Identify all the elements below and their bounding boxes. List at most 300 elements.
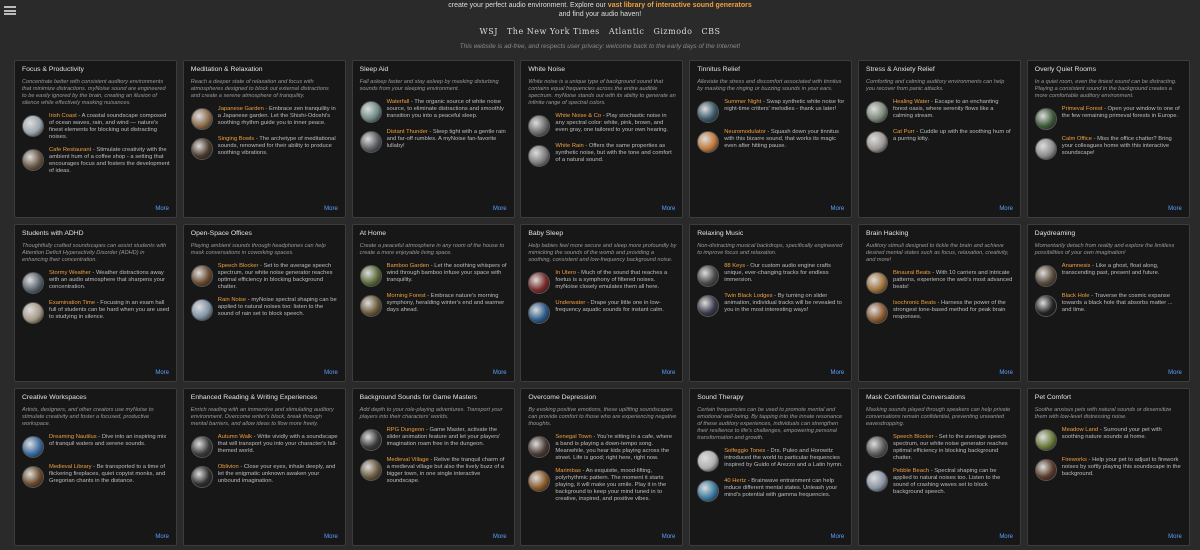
sound-thumbnail[interactable] — [528, 145, 550, 167]
sound-thumbnail[interactable] — [1035, 295, 1057, 317]
sound-entry[interactable] — [1035, 106, 1183, 130]
sound-thumbnail[interactable] — [1035, 265, 1057, 287]
sound-description: Dive into an inspiring mix of tranquil waters and serene sounds. — [49, 434, 167, 447]
category-card — [689, 224, 852, 382]
sound-separator: - — [591, 434, 597, 440]
sound-entry[interactable] — [1035, 427, 1183, 451]
sound-description: Like a ghost, float along, transcending past, present and future. — [1061, 263, 1160, 276]
card-description: Create a peaceful atmosphere in any room of the house to create a more enjoyable living space. — [359, 243, 505, 256]
sound-separator: - — [409, 99, 415, 105]
more-link[interactable]: More — [1168, 370, 1182, 376]
more-link[interactable]: More — [830, 370, 845, 376]
sound-thumbnail[interactable] — [866, 272, 888, 294]
sound-thumbnail[interactable] — [22, 436, 44, 458]
sound-entry[interactable] — [191, 263, 339, 291]
sound-entry-text — [724, 448, 845, 469]
sound-link[interactable]: Bamboo Garden — [386, 263, 430, 269]
sound-separator: - — [580, 468, 586, 474]
press-logo-nyt: The New York Times — [506, 27, 600, 36]
sound-separator: - — [933, 434, 939, 440]
sound-separator: - — [601, 113, 607, 119]
sound-entry[interactable] — [360, 293, 508, 317]
sound-separator: - — [929, 99, 935, 105]
sound-thumbnail[interactable] — [22, 272, 44, 294]
sound-separator: - — [90, 270, 96, 276]
sound-entry-text — [893, 468, 1014, 496]
sound-link[interactable]: Cafe Restaurant — [49, 147, 92, 153]
sound-separator: - — [428, 457, 434, 463]
sound-entry[interactable] — [22, 434, 170, 458]
card-title: White Noise — [528, 66, 566, 73]
sound-link[interactable]: Medieval Village — [386, 457, 429, 463]
sound-description: Stimulate creativity with the ambient hum of a coffee shop - a setting that encourages focus and fosters the development of ideas. — [49, 147, 170, 174]
sound-separator: - — [1098, 427, 1104, 433]
sound-thumbnail[interactable] — [697, 131, 719, 153]
sound-link[interactable]: White Rain — [555, 143, 584, 149]
card-title: Focus & Productivity — [22, 66, 84, 73]
sound-entry-text — [724, 99, 845, 113]
sound-separator: - — [746, 478, 752, 484]
sound-link[interactable]: Neuromodulator — [724, 129, 766, 135]
sound-link[interactable]: Black Hole — [1061, 293, 1090, 299]
sound-thumbnail[interactable] — [360, 459, 382, 481]
sound-link[interactable]: Pebble Beach — [892, 468, 930, 474]
sound-thumbnail[interactable] — [191, 265, 213, 287]
press-logo-wsj: WSJ — [479, 27, 498, 36]
sound-separator: - — [930, 270, 936, 276]
sound-thumbnail[interactable] — [528, 302, 550, 324]
sound-description: Sleep tight with a gentle rain and far-off rumbles. A myNoise fan-favorite lullaby! — [386, 129, 506, 149]
sound-description: Brainwave entrainment can help induce different mental states. Unleash your mind's potential with gamma frequencies. — [724, 478, 838, 498]
sound-entry[interactable] — [191, 464, 339, 488]
sound-entry[interactable] — [866, 300, 1014, 324]
sound-link[interactable]: Marimbas — [555, 468, 581, 474]
sound-entry-text — [387, 293, 508, 314]
header — [0, 0, 1200, 50]
sound-entry[interactable] — [528, 434, 676, 462]
sound-separator: - — [765, 129, 771, 135]
sound-link[interactable]: Underwater — [555, 300, 586, 306]
sound-thumbnail[interactable] — [866, 302, 888, 324]
sound-entry[interactable] — [866, 99, 1014, 123]
sound-link[interactable]: Calm Office — [1061, 136, 1092, 142]
sound-description: Set to the average speech spectrum, our white noise generator reaches optimal efficiency in blocking background chatter. — [217, 263, 333, 290]
sound-link[interactable]: Morning Forest — [386, 293, 426, 299]
card-description: White noise is a unique type of background sound that contains equal frequencies across the entire audible spectrum. myNoise stands out with its ability to generate an infinite range of spectral colors. — [528, 79, 676, 106]
sound-link[interactable]: Fireworks — [1061, 457, 1087, 463]
sound-entry[interactable] — [697, 293, 845, 317]
sound-entry[interactable] — [1035, 457, 1183, 481]
sound-link[interactable]: Oblivion — [217, 464, 239, 470]
sound-link[interactable]: Cat Purr — [892, 129, 915, 135]
sound-entry-text — [218, 464, 339, 485]
sound-thumbnail[interactable] — [697, 450, 719, 472]
more-link[interactable]: More — [999, 206, 1013, 212]
card-description: Masking sounds played through speakers can help private conversations remain confidential, preventing unwanted eavesdropping. — [865, 407, 1011, 427]
card-title: Overcome Depression — [528, 394, 597, 401]
sound-entry-text — [218, 106, 339, 127]
sound-separator: - — [1089, 293, 1095, 299]
sound-entry[interactable] — [528, 468, 676, 503]
sound-description: Be transported to a time of flickering fireplaces, quiet copyist monks, and Gregorian chants in the distance. — [49, 464, 166, 484]
sound-thumbnail[interactable] — [191, 466, 213, 488]
sound-thumbnail[interactable] — [360, 265, 382, 287]
sound-thumbnail[interactable] — [1035, 459, 1057, 481]
sound-entry-text — [49, 464, 170, 485]
more-link[interactable]: More — [492, 534, 507, 540]
sound-thumbnail[interactable] — [191, 299, 213, 321]
sound-link[interactable]: Healing Water — [892, 99, 930, 105]
sound-description: Drs. Puleo and Horowitz introduced the world to particular frequencies inspired by Guido of Arezzo and a Latin hymn. — [724, 448, 843, 468]
card-description: Alleviate the stress and discomfort associated with tinnitus by masking the ringing or buzzing sounds in your ears. — [697, 79, 842, 92]
sound-entry[interactable] — [528, 143, 676, 167]
card-description: Add depth to your role-playing adventures. Transport your players into their characters' worlds. — [359, 407, 503, 420]
sound-thumbnail[interactable] — [360, 429, 382, 451]
sound-entry[interactable] — [697, 263, 845, 287]
sound-link[interactable]: Isochronic Beats — [892, 300, 936, 306]
press-logo-atlantic: Atlantic — [608, 27, 645, 36]
sound-separator: - — [258, 263, 264, 269]
sound-description: Spectral shaping can be applied to natural noises too. Listen to the sound of crashing waves set to block background speech. — [892, 468, 1001, 495]
press-logo-gizmodo: Gizmodo — [653, 27, 693, 36]
sound-description: With 10 carriers and intricate patterns, experience the web's most advanced beats! — [892, 270, 1013, 290]
card-description: Certain frequencies can be used to promote mental and emotional well-being. By tapping into the innate resonance of these auditory experiences, individuals can strengthen their resilience to life's challenges, empowering personal transformation and growth. — [697, 407, 843, 441]
sound-entry-text — [387, 263, 508, 284]
sound-link[interactable]: Autumn Walk — [217, 434, 253, 440]
sound-description: The organic source of white noise source, to eliminate distractions and smoothly transition you into a peaceful sleep. — [386, 99, 504, 119]
sound-description: Escape to an enchanting forest oasis, where serenity flows like a calming stream. — [892, 99, 999, 119]
sound-separator: - — [583, 143, 589, 149]
sound-thumbnail[interactable] — [528, 470, 550, 492]
sound-link[interactable]: Rain Noise — [217, 297, 247, 303]
sound-separator: - — [765, 448, 771, 454]
sound-description: Squash down your tinnitus with this bizarre sound, that works its magic even after hitting pause. — [724, 129, 839, 149]
sound-entry[interactable] — [360, 129, 508, 153]
category-grid — [14, 60, 1190, 546]
sound-thumbnail[interactable] — [866, 131, 888, 153]
sound-separator: - — [91, 464, 97, 470]
sound-link[interactable]: Meadow Land — [1061, 427, 1099, 433]
category-card — [183, 388, 346, 546]
sound-separator: - — [914, 129, 920, 135]
sound-thumbnail[interactable] — [697, 295, 719, 317]
sound-description: Focusing in an exam hall full of students can be hard when you are used to studying in silence. — [49, 300, 170, 320]
card-title: Background Sounds for Game Masters — [359, 394, 478, 401]
sound-thumbnail[interactable] — [22, 302, 44, 324]
sound-thumbnail[interactable] — [191, 138, 213, 160]
sound-description: Write vividly with a soundscape that will transport you into your character's fall-themed world. — [217, 434, 338, 454]
sound-separator: - — [427, 129, 433, 135]
tagline-text: create your perfect audio environment. Explore our — [448, 2, 608, 9]
sound-entry[interactable] — [697, 478, 845, 502]
sound-entry[interactable] — [191, 297, 339, 321]
sound-entry[interactable] — [528, 113, 676, 137]
sound-link[interactable]: Stormy Weather — [49, 270, 91, 276]
sound-description: Traverse the cosmic expanse towards a black hole that absorbs matter ... and time. — [1061, 293, 1173, 313]
sound-thumbnail[interactable] — [697, 101, 719, 123]
category-card — [1027, 388, 1190, 546]
sound-link[interactable]: 40 Hertz — [724, 478, 747, 484]
category-card — [183, 224, 346, 382]
sound-entry-text — [1062, 136, 1183, 157]
sound-description: Swap synthetic white noise for night-time critters' melodies - thank us later! — [724, 99, 845, 112]
sound-entry[interactable] — [528, 270, 676, 294]
sound-link[interactable]: Anamnesis — [1061, 263, 1091, 269]
sound-entry-text — [387, 457, 508, 485]
sound-entry[interactable] — [191, 434, 339, 458]
card-title: Overly Quiet Rooms — [1034, 66, 1096, 73]
card-description: Momentarily detach from reality and explore the limitless possibilities of your own imagination! — [1034, 243, 1175, 256]
sound-entry[interactable] — [22, 147, 170, 175]
sound-link[interactable]: Examination Time — [49, 300, 96, 306]
category-card — [858, 388, 1021, 546]
sound-separator: - — [425, 293, 431, 299]
card-title: At Home — [359, 230, 387, 237]
sound-description: Weather distractions away with an audio atmosphere that sharpens your concentration. — [49, 270, 166, 290]
press-logos — [0, 27, 1200, 36]
sound-entry[interactable] — [22, 300, 170, 324]
card-description: Help babies feel more secure and sleep more profoundly by mimicking the sounds of the womb and providing a soothing, consistent and low-frequency background noise. — [528, 243, 677, 263]
sound-thumbnail[interactable] — [866, 101, 888, 123]
sound-link[interactable]: Solfeggio Tones — [724, 448, 766, 454]
sound-thumbnail[interactable] — [697, 480, 719, 502]
sound-description: Miss the office chatter? Bring your colleagues home with this interactive soundscape! — [1061, 136, 1172, 156]
sound-entry-text — [49, 434, 170, 448]
sound-thumbnail[interactable] — [528, 436, 550, 458]
sound-entry-text — [893, 129, 1014, 143]
sound-thumbnail[interactable] — [22, 149, 44, 171]
card-title: Tinnitus Relief — [697, 66, 740, 73]
card-title: Open-Space Offices — [190, 230, 252, 237]
header-tagline — [0, 1, 1200, 10]
more-link[interactable]: More — [324, 534, 338, 540]
sound-thumbnail[interactable] — [191, 436, 213, 458]
sound-separator: - — [929, 468, 935, 474]
sound-link[interactable]: Twin Black Lodges — [724, 293, 773, 299]
sound-thumbnail[interactable] — [22, 466, 44, 488]
card-description: Fall asleep faster and stay asleep by masking disturbing sounds from your sleeping environment. — [359, 79, 499, 92]
card-description: By evoking positive emotions, these uplifting soundscapes can provide comfort to those who are experiencing negative thoughts. — [528, 407, 677, 427]
sound-thumbnail[interactable] — [528, 115, 550, 137]
sound-thumbnail[interactable] — [866, 470, 888, 492]
sound-entry-text — [555, 143, 676, 164]
sound-separator: - — [1091, 136, 1098, 142]
sound-thumbnail[interactable] — [1035, 138, 1057, 160]
sound-link[interactable]: Irish Coast — [49, 113, 77, 119]
menu-icon[interactable] — [4, 6, 16, 15]
sound-link[interactable]: RPG Dungeon — [386, 427, 425, 433]
sound-entry[interactable] — [22, 113, 170, 141]
card-description: Auditory stimuli designed to tickle the brain and achieve desired mental states such as focus, relaxation, creativity, and more! — [865, 243, 1009, 263]
sound-entry[interactable] — [1035, 136, 1183, 160]
more-link[interactable]: More — [830, 206, 845, 212]
sound-link[interactable]: In Utero — [555, 270, 577, 276]
sound-description: Help your pet to adjust to firework noises by softly playing this soundscape in the background. — [1061, 457, 1181, 477]
more-link[interactable]: More — [155, 370, 169, 376]
sound-entry[interactable] — [528, 300, 676, 324]
sound-separator: - — [576, 270, 582, 276]
sound-entry[interactable] — [697, 99, 845, 123]
sound-separator: - — [1090, 263, 1096, 269]
sound-entry-text — [49, 270, 170, 291]
sound-entry-text — [893, 434, 1014, 462]
sound-entry-text — [218, 297, 339, 318]
card-description: Enrich reading with an immersive and stimulating auditory environment. Overcome writer's block, break through mental barriers, and allow ideas to flow more freely. — [190, 407, 334, 427]
sound-entry-text — [555, 434, 676, 462]
card-description: Playing ambient sounds through headphones can help mask conversations in coworking spaces. — [190, 243, 326, 256]
sound-separator: - — [935, 300, 941, 306]
more-link[interactable]: More — [155, 206, 169, 212]
category-card — [14, 224, 177, 382]
sound-entry-text — [1062, 106, 1183, 120]
sound-description: Much of the sound that reaches a foetus is a symphony of filtered noises. myNoise closely emulates them all here. — [555, 270, 668, 290]
sound-link[interactable]: Waterfall — [386, 99, 410, 105]
card-title: Daydreaming — [1034, 230, 1076, 237]
card-description: Reach a deeper state of relaxation and focus with atmospheres designed to block out external distractions and create a serene atmosphere of tranquility. — [190, 79, 329, 99]
card-description: Comforting and calming auditory environments can help you recover from panic attacks. — [865, 79, 1005, 92]
category-card — [352, 388, 515, 546]
sound-description: Play stochastic noise in any spectral color: white, pink, brown, and even gray, one tailored to your own hearing. — [555, 113, 669, 133]
sound-entry[interactable] — [697, 129, 845, 153]
more-link[interactable]: More — [661, 370, 676, 376]
sound-entry[interactable] — [360, 427, 508, 451]
sound-link[interactable]: Japanese Garden — [217, 106, 264, 112]
sound-entry[interactable] — [866, 434, 1014, 462]
category-card — [520, 388, 683, 546]
sound-separator: - — [424, 427, 430, 433]
sound-separator: - — [1102, 106, 1108, 112]
sound-separator: - — [252, 434, 258, 440]
card-title: Brain Hacking — [865, 230, 909, 237]
sound-separator: - — [238, 464, 244, 470]
category-card — [352, 224, 515, 382]
sound-entry[interactable] — [22, 464, 170, 488]
sound-entry[interactable] — [22, 270, 170, 294]
sound-entry[interactable] — [1035, 293, 1183, 317]
more-link[interactable]: More — [492, 370, 507, 376]
sound-link[interactable]: Binaural Beats — [892, 270, 931, 276]
category-card — [689, 388, 852, 546]
card-title: Mask Confidential Conversations — [865, 394, 966, 401]
more-link[interactable]: More — [830, 534, 845, 540]
sound-thumbnail[interactable] — [866, 436, 888, 458]
sound-description: Open your window to one of the few remaining primeval forests in Europe. — [1061, 106, 1180, 119]
press-logo-cbs: CBS — [701, 27, 721, 36]
card-description: Concentrate better with consistent auditory environments that minimize distractions. myNoise sound are engineered to be easily ignored by the brain, creating an illusion of silence while effectively masking nuisances. — [22, 79, 166, 106]
sound-entry[interactable] — [360, 99, 508, 123]
more-link[interactable]: More — [1168, 534, 1182, 540]
sound-entry[interactable] — [360, 457, 508, 485]
sound-entry-text — [724, 293, 845, 314]
more-link[interactable]: More — [661, 206, 676, 212]
card-title: Sleep Aid — [359, 66, 389, 73]
sound-entry[interactable] — [360, 263, 508, 287]
sound-thumbnail[interactable] — [1035, 429, 1057, 451]
sound-separator: - — [263, 106, 270, 112]
more-link[interactable]: More — [324, 370, 338, 376]
sound-thumbnail[interactable] — [360, 101, 382, 123]
sound-thumbnail[interactable] — [1035, 108, 1057, 130]
sound-description: Game Master, activate the slider animation feature and let your players' imagination roam free in the dungeon. — [386, 427, 501, 447]
sound-description: The archetype of meditational sounds, renowned for their ability to produce soothing vibrations. — [217, 136, 336, 156]
sound-separator: - — [91, 147, 97, 153]
sound-thumbnail[interactable] — [360, 295, 382, 317]
sound-link[interactable]: Senegal Town — [555, 434, 592, 440]
sound-entry-text — [555, 468, 676, 503]
sound-separator: - — [772, 293, 778, 299]
category-card — [352, 60, 515, 218]
more-link[interactable]: More — [999, 534, 1013, 540]
more-link[interactable]: More — [492, 206, 507, 212]
sound-description: Drape your little one in low-frequency aquatic sounds for instant calm. — [555, 300, 664, 313]
category-card — [858, 224, 1021, 382]
card-description: Artists, designers, and other creators use myNoise to stimulate creativity and foster a focused, productive workspace. — [22, 407, 154, 427]
sound-entry[interactable] — [191, 136, 339, 160]
more-link[interactable]: More — [661, 534, 676, 540]
sound-link[interactable]: Distant Thunder — [386, 129, 428, 135]
header-tagline-2: and find your audio haven! — [558, 11, 642, 18]
category-card — [183, 60, 346, 218]
sound-entry[interactable] — [697, 448, 845, 472]
sound-link[interactable]: Primeval Forest — [1061, 106, 1103, 112]
card-description: Thoughtfully crafted soundscapes can assist students with Attention Deficit Hyperactivity Disorder (ADHD) in enhancing their concentration. — [22, 243, 167, 263]
sound-thumbnail[interactable] — [360, 131, 382, 153]
sound-link[interactable]: Summer Night — [724, 99, 762, 105]
sound-library-link[interactable]: vast library of interactive sound generators — [607, 2, 752, 9]
sound-entry[interactable] — [866, 468, 1014, 496]
sound-entry-text — [49, 300, 170, 321]
sound-entry[interactable] — [191, 106, 339, 130]
card-title: Baby Sleep — [528, 230, 564, 237]
sound-link[interactable]: 88 Keys — [724, 263, 746, 269]
sound-entry-text — [387, 427, 508, 448]
sound-entry-text — [724, 263, 845, 284]
sound-entry-text — [1062, 263, 1183, 277]
sound-entry-text — [724, 478, 845, 499]
sound-thumbnail[interactable] — [22, 115, 44, 137]
sound-entry[interactable] — [866, 129, 1014, 153]
sound-link[interactable]: Speech Blocker — [892, 434, 934, 440]
category-card — [858, 60, 1021, 218]
sound-separator: - — [745, 263, 751, 269]
sound-thumbnail[interactable] — [528, 272, 550, 294]
more-link[interactable]: More — [155, 534, 169, 540]
sound-link[interactable]: Medieval Library — [49, 464, 92, 470]
category-card — [1027, 60, 1190, 218]
sound-entry[interactable] — [866, 270, 1014, 294]
sound-separator: - — [246, 297, 252, 303]
sound-thumbnail[interactable] — [191, 108, 213, 130]
more-link[interactable]: More — [1168, 206, 1182, 212]
sound-entry-text — [555, 300, 676, 314]
sound-separator: - — [429, 263, 435, 269]
sound-separator: - — [585, 300, 591, 306]
card-title: Sound Therapy — [697, 394, 744, 401]
sound-link[interactable]: Dreaming Nautilus — [49, 434, 97, 440]
card-description: Soothe anxious pets with natural sounds or desensitize them with low-level distressing noise. — [1034, 407, 1172, 420]
sound-entry[interactable] — [1035, 263, 1183, 287]
card-title: Meditation & Relaxation — [190, 66, 263, 73]
category-card — [520, 60, 683, 218]
more-link[interactable]: More — [324, 206, 338, 212]
sound-description: Let the soothing whispers of wind through bamboo infuse your space with tranquility. — [386, 263, 507, 283]
sound-thumbnail[interactable] — [697, 265, 719, 287]
sound-link[interactable]: Speech Blocker — [217, 263, 259, 269]
sound-description: Offers the same properties as synthetic noise, but with the tone and comfort of a natural sound. — [555, 143, 672, 163]
more-link[interactable]: More — [999, 370, 1013, 376]
sound-link[interactable]: Singing Bowls — [217, 136, 255, 142]
sound-link[interactable]: White Noise & Co — [555, 113, 602, 119]
